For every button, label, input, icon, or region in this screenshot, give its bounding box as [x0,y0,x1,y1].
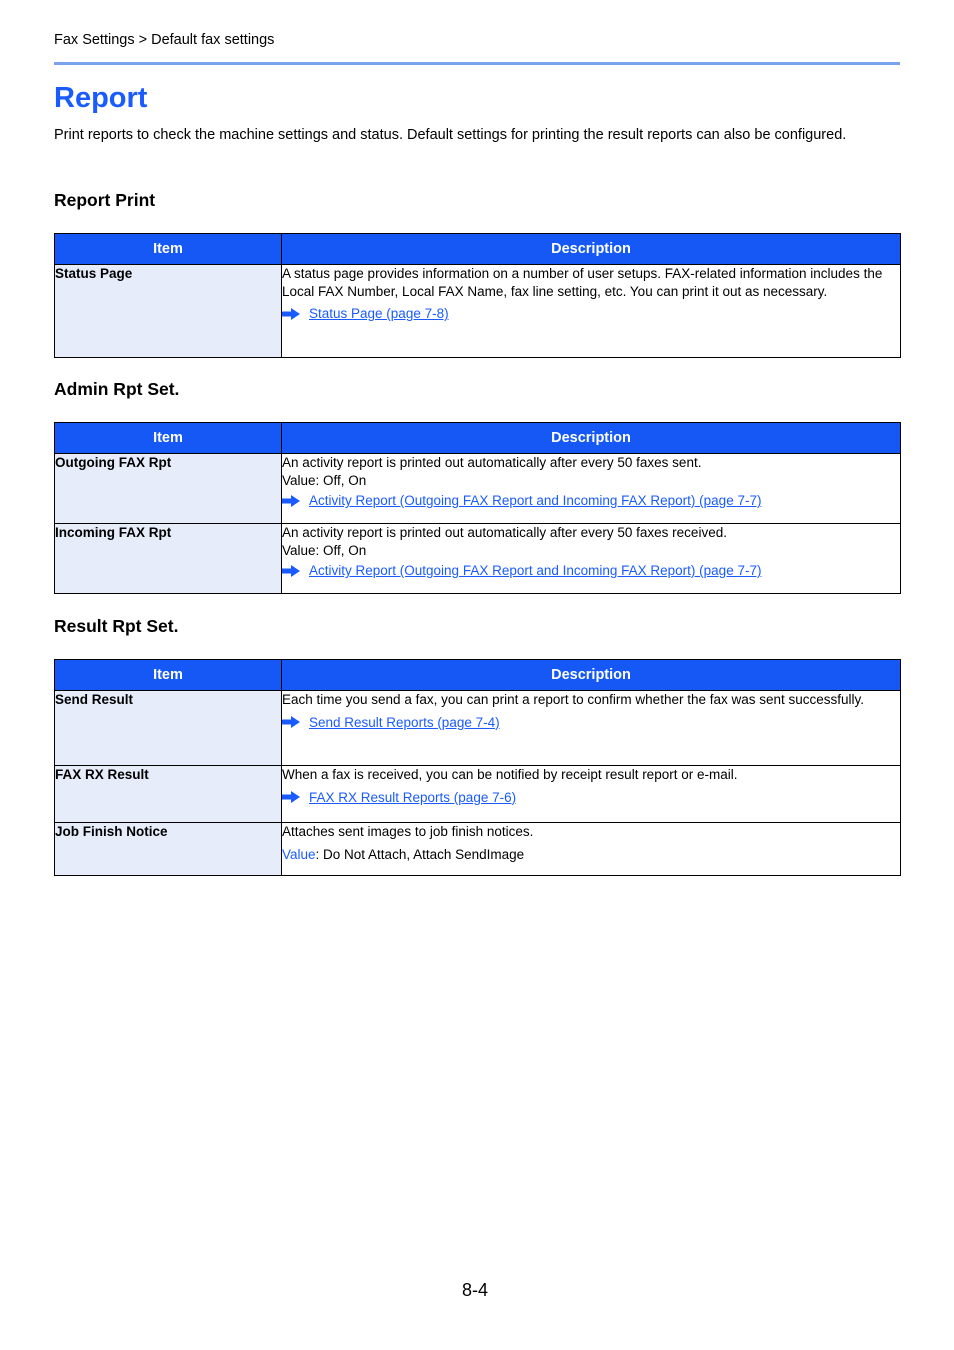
table-row [55,766,901,823]
item-cell: Incoming FAX Rpt [55,524,282,594]
send-result-reports-link[interactable]: Send Result Reports (page 7-4) [309,714,500,730]
activity-report-link[interactable]: Activity Report (Outgoing FAX Report and Incoming FAX Report) (page 7-7) [309,563,762,578]
arrow-right-icon [282,791,300,803]
arrow-right-icon [282,565,300,577]
value-text: Value: Off, On [282,542,367,558]
description-cell [282,766,901,823]
description-text: An activity report is printed out automatically after every 50 faxes sent. [282,455,702,470]
description-text: Attaches sent images to job finish notices. [282,824,534,839]
table-row [55,524,901,594]
arrow-right-icon [282,716,300,728]
reference [282,492,900,510]
value-text: Value: Off, On [282,472,367,488]
activity-report-link[interactable]: Activity Report (Outgoing FAX Report and Incoming FAX Report) (page 7-7) [309,493,762,508]
column-header-description: Description [282,423,901,454]
item-cell: Job Finish Notice [55,823,282,876]
description-text: When a fax is received, you can be notified by receipt result report or e-mail. [282,767,738,782]
intro-paragraph: Print reports to check the machine settings and status. Default settings for printing the result reports can also be configured. [54,127,847,143]
table-header-row [55,660,901,691]
value-line [282,846,900,864]
table-header-row [55,423,901,454]
description-cell [282,524,901,594]
value-label: Value [282,846,316,862]
table-header-row [55,234,901,265]
column-header-description: Description [282,660,901,691]
result-rpt-set-table [54,659,901,876]
column-header-item: Item [55,423,282,454]
description-cell [282,265,901,358]
reference [282,714,900,732]
report-print-table [54,233,901,358]
value-text: : Do Not Attach, Attach SendImage [315,846,525,862]
table-row [55,691,901,766]
description-text: An activity report is printed out automatically after every 50 faxes received. [282,525,727,540]
page-title: Report [54,82,148,114]
item-cell: FAX RX Result [55,766,282,823]
page-number: 8-4 [462,1280,489,1300]
item-cell: Send Result [55,691,282,766]
description-text: A status page provides information on a number of user setups. FAX-related information includes the Local FAX Number, Local FAX Name, fax line setting, etc. You can print it out as necessary. [282,266,883,299]
column-header-item: Item [55,660,282,691]
table-row [55,823,901,876]
status-page-link[interactable]: Status Page (page 7-8) [309,306,449,321]
reference [282,789,900,807]
admin-rpt-set-table [54,422,901,594]
breadcrumb: Fax Settings > Default fax settings [54,32,275,48]
description-cell [282,454,901,524]
description-cell [282,691,901,766]
description-text: Each time you send a fax, you can print a report to confirm whether the fax was sent successfully. [282,692,865,707]
arrow-right-icon [282,495,300,507]
header-rule [54,62,900,65]
column-header-item: Item [55,234,282,265]
fax-rx-result-reports-link[interactable]: FAX RX Result Reports (page 7-6) [309,789,517,805]
column-header-description: Description [282,234,901,265]
item-cell: Status Page [55,265,282,358]
section-title-report-print: Report Print [54,190,156,210]
section-title-admin-rpt-set: Admin Rpt Set. [54,379,180,399]
description-cell [282,823,901,876]
section-title-result-rpt-set: Result Rpt Set. [54,616,179,636]
reference [282,562,900,580]
item-cell: Outgoing FAX Rpt [55,454,282,524]
reference [282,305,900,323]
table-row [55,454,901,524]
arrow-right-icon [282,308,300,320]
table-row [55,265,901,358]
